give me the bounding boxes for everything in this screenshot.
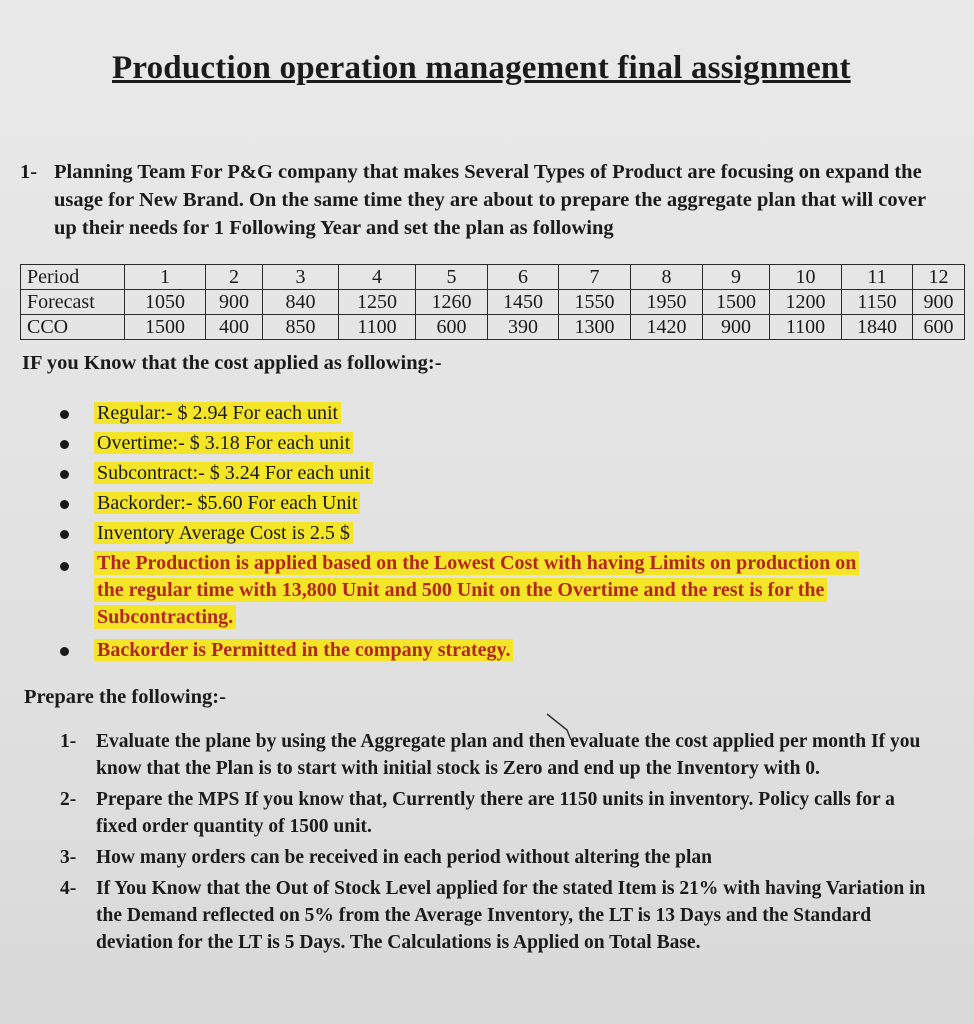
table-row (21, 315, 965, 340)
table-cell: 1840 (842, 315, 913, 340)
table-cell: 390 (488, 315, 559, 340)
table-cell: 11 (842, 265, 913, 290)
bullet-dot-icon (60, 470, 69, 479)
table-cell: 900 (206, 290, 263, 315)
table-cell: 1100 (339, 315, 416, 340)
prepare-heading: Prepare the following:- (24, 686, 226, 708)
list-item (58, 518, 958, 548)
demand-table (20, 264, 965, 340)
table-cell: 3 (263, 265, 339, 290)
table-cell: 9 (703, 265, 770, 290)
cost-intro (22, 352, 442, 375)
production-limits-line-3: Subcontracting. (94, 605, 236, 629)
bullet-dot-icon (60, 440, 69, 449)
production-limits-line-2: the regular time with 13,800 Unit and 500 Unit on the Overtime and the rest is for the (94, 578, 827, 602)
document-title: Production operation management final assignment (112, 50, 851, 86)
question-number: 3- (60, 847, 77, 868)
table-cell: 1150 (842, 290, 913, 315)
questions-list (60, 728, 940, 960)
table-cell: 1260 (416, 290, 488, 315)
table-cell: 10 (770, 265, 842, 290)
question-text: How many orders can be received in each period without altering the plan (96, 847, 713, 868)
question-text: If You Know that the Out of Stock Level applied for the stated Item is 21% with having Variation in the Demand reflected on 5% from the Average Inventory, the LT is 13 Days and the Standard deviation for the LT is 5 Days. The Calculations is Applied on Total Base. (96, 878, 926, 953)
table-cell: 8 (631, 265, 703, 290)
question-text: Prepare the MPS If you know that, Currently there are 1150 units in inventory. Policy calls for a fixed order quantity of 1500 unit. (96, 789, 895, 837)
table-row (21, 265, 965, 290)
bullet-dot-icon (60, 530, 69, 539)
table-cell: 1500 (125, 315, 206, 340)
table-cell: 600 (416, 315, 488, 340)
table-cell: 1 (125, 265, 206, 290)
subcontract-cost: Subcontract:- $ 3.24 For each unit (94, 462, 373, 484)
bullet-dot-icon (60, 410, 69, 419)
table-cell: 1100 (770, 315, 842, 340)
table-cell: 2 (206, 265, 263, 290)
regular-cost: Regular:- $ 2.94 For each unit (94, 402, 341, 424)
list-item (58, 398, 958, 428)
table-cell: 1200 (770, 290, 842, 315)
table-cell: 1300 (559, 315, 631, 340)
cost-intro-text: IF you Know that the cost applied as following:- (22, 352, 442, 374)
backorder-note: Backorder is Permitted in the company strategy. (94, 639, 513, 661)
production-limits-line-1: The Production is applied based on the Lowest Cost with having Limits on production on (94, 551, 859, 575)
bullet-dot-icon (60, 647, 69, 656)
question-1-text: Planning Team For P&G company that makes Several Types of Product are focusing on expand the usage for New Brand. On the same time they are about to prepare the aggregate plan that will cover up their needs for 1 Following Year and set the plan as following (54, 161, 926, 239)
question-number: 2- (60, 789, 77, 810)
list-item (58, 488, 958, 518)
table-cell: 12 (913, 265, 965, 290)
list-item (60, 786, 940, 840)
table-cell: 840 (263, 290, 339, 315)
table-cell: 1050 (125, 290, 206, 315)
list-item (58, 550, 958, 631)
list-item (60, 875, 940, 956)
list-item (60, 728, 940, 782)
table-cell: 900 (703, 315, 770, 340)
table-cell: 1450 (488, 290, 559, 315)
production-limits-note (94, 550, 958, 631)
bullet-dot-icon (60, 562, 69, 571)
table-cell: 6 (488, 265, 559, 290)
question-text: Evaluate the plane by using the Aggregate plan and then evaluate the cost applied per month If you know that the Plan is to start with initial stock is Zero and end up the Inventory with 0. (96, 731, 921, 779)
question-1-intro (20, 158, 950, 242)
overtime-cost: Overtime:- $ 3.18 For each unit (94, 432, 353, 454)
inventory-cost: Inventory Average Cost is 2.5 $ (94, 522, 353, 544)
table-cell: 600 (913, 315, 965, 340)
table-cell: 1250 (339, 290, 416, 315)
table-cell: 7 (559, 265, 631, 290)
table-cell: 4 (339, 265, 416, 290)
table-cell: 5 (416, 265, 488, 290)
question-number: 1- (60, 731, 77, 752)
list-item (58, 635, 958, 665)
table-cell: 1420 (631, 315, 703, 340)
row-label: CCO (21, 315, 125, 340)
table-row (21, 290, 965, 315)
cost-list (58, 398, 958, 665)
bullet-dot-icon (60, 500, 69, 509)
row-label: Period (21, 265, 125, 290)
table-cell: 1550 (559, 290, 631, 315)
table-cell: 1950 (631, 290, 703, 315)
list-item (58, 458, 958, 488)
backorder-cost: Backorder:- $5.60 For each Unit (94, 492, 360, 514)
table-cell: 850 (263, 315, 339, 340)
table-cell: 1500 (703, 290, 770, 315)
table-cell: 900 (913, 290, 965, 315)
question-1-number: 1- (20, 161, 38, 183)
row-label: Forecast (21, 290, 125, 315)
question-number: 4- (60, 878, 77, 899)
list-item (58, 428, 958, 458)
list-item (60, 844, 940, 871)
table-cell: 400 (206, 315, 263, 340)
